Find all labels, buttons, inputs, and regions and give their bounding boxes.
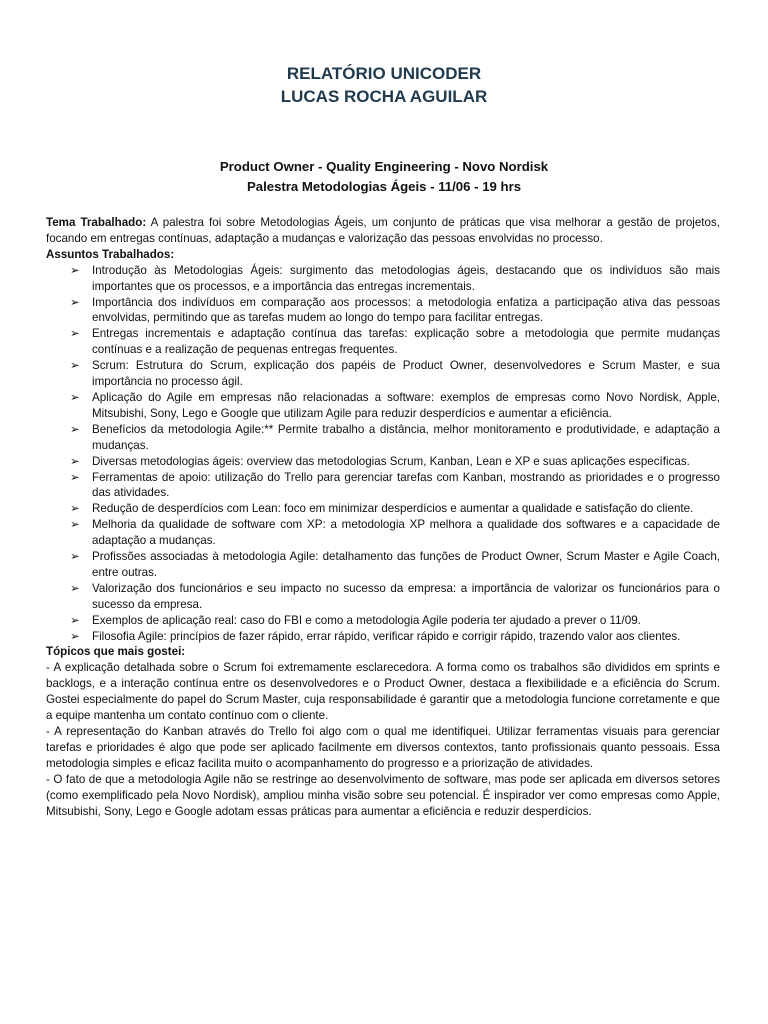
arrow-bullet-icon: ➢ (70, 295, 80, 309)
list-item (46, 295, 720, 327)
list-item-text: Diversas metodologias ágeis: overview das metodologias Scrum, Kanban, Lean e XP e suas aplicações específicas. (92, 454, 690, 468)
list-item (46, 501, 720, 517)
arrow-bullet-icon: ➢ (70, 470, 80, 484)
list-item-text: Scrum: Estrutura do Scrum, explicação dos papéis de Product Owner, desenvolvedores e Scrum Master, e sua importância no processo ágil. (92, 359, 720, 389)
favorites-paragraph-scrum: - A explicação detalhada sobre o Scrum foi extremamente esclarecedora. A forma como os trabalhos são divididos em sprints e backlogs, e a interação contínua entre os desenvolvedores e o Product Owner, destaca a flexibilidade e a eficiência do Scrum. Gostei especialmente do papel do Scrum Master, cuja responsabilidade é garantir que a metodologia funcione corretamente e que a equipe mantenha um contato contínuo com o cliente. (46, 661, 720, 723)
report-title-line-1: RELATÓRIO UNICODER (286, 64, 482, 83)
list-item (46, 454, 720, 470)
list-item (46, 263, 720, 295)
arrow-bullet-icon: ➢ (70, 327, 80, 341)
list-item (46, 326, 720, 358)
list-item-text: Filosofia Agile: princípios de fazer rápido, errar rápido, verificar rápido e corrigir rápido, trazendo valor aos clientes. (92, 629, 681, 643)
arrow-bullet-icon: ➢ (70, 550, 80, 564)
report-body (46, 215, 720, 819)
list-item (46, 358, 720, 390)
subjects-label: Assuntos Trabalhados: (46, 247, 175, 261)
list-item (46, 470, 720, 502)
arrow-bullet-icon: ➢ (70, 581, 80, 595)
list-item-text: Benefícios da metodologia Agile:** Permite trabalho a distância, melhor monitoramento e produtividade, e adaptação a mudanças. (92, 422, 720, 452)
list-item (46, 390, 720, 422)
list-item-text: Redução de desperdícios com Lean: foco em minimizar desperdícios e aumentar a qualidade e satisfação do cliente. (92, 502, 694, 516)
list-item (46, 613, 720, 629)
arrow-bullet-icon: ➢ (70, 263, 80, 277)
list-item-text: Entregas incrementais e adaptação contínua das tarefas: explicação sobre a metodologia que permite mudanças contínuas e a realização de pequenas entregas frequentes. (92, 327, 720, 357)
arrow-bullet-icon: ➢ (70, 502, 80, 516)
report-subtitle (0, 157, 768, 197)
list-item-text: Aplicação do Agile em empresas não relacionadas a software: exemplos de empresas como Novo Nordisk, Apple, Mitsubishi, Sony, Lego e Google que utilizam Agile para reduzir desperdícios e aumentar a eficiência. (92, 390, 720, 420)
favorites-paragraph-agile-sectors: - O fato de que a metodologia Agile não se restringe ao desenvolvimento de software, mas pode ser aplicada em diversos setores (como exemplificado pela Novo Nordisk), ampliou minha visão sobre seu potencial. É inspirador ver como empresas como Apple, Mitsubishi, Sony, Lego e Google adotam essas práticas para aumentar a eficiência e reduzir desperdícios. (46, 772, 720, 818)
arrow-bullet-icon: ➢ (70, 613, 80, 627)
subtitle-event-line: Palestra Metodologias Ágeis - 11/06 - 19 hrs (246, 179, 522, 194)
theme-paragraph (46, 215, 720, 247)
list-item-text: Ferramentas de apoio: utilização do Trello para gerenciar tarefas com Kanban, mostrando as prioridades e o progresso das atividades. (92, 470, 720, 500)
subjects-list (46, 263, 720, 645)
subtitle-role-line: Product Owner - Quality Engineering - Novo Nordisk (219, 159, 549, 174)
favorites-label: Tópicos que mais gostei: (46, 645, 186, 659)
arrow-bullet-icon: ➢ (70, 359, 80, 373)
list-item-text: Melhoria da qualidade de software com XP: a metodologia XP melhora a qualidade dos softwares e a capacidade de adaptação a mudanças. (92, 518, 720, 548)
arrow-bullet-icon: ➢ (70, 454, 80, 468)
list-item-text: Valorização dos funcionários e seu impacto no sucesso da empresa: a importância de valorizar os funcionários para o sucesso da empresa. (92, 581, 720, 611)
list-item-text: Introdução às Metodologias Ágeis: surgimento das metodologias ágeis, destacando que os indivíduos são mais importantes que os processos, e a importância das entregas incrementais. (92, 263, 720, 293)
report-author-line: LUCAS ROCHA AGUILAR (280, 87, 488, 106)
arrow-bullet-icon: ➢ (70, 629, 80, 643)
favorites-paragraph-kanban: - A representação do Kanban através do Trello foi algo com o qual me identifiquei. Utilizar ferramentas visuais para gerenciar tarefas e prioridades é algo que pode ser aplicado facilmente em diversos contextos, tanto profissionais quanto pessoais. Essa metodologia simples e eficaz facilita muito o acompanhamento do progresso e a priorização de atividades. (46, 725, 720, 770)
list-item-text: Profissões associadas à metodologia Agile: detalhamento das funções de Product Owner, Scrum Master e Agile Coach, entre outras. (92, 550, 720, 579)
list-item (46, 422, 720, 454)
arrow-bullet-icon: ➢ (70, 422, 80, 436)
list-item-text: Exemplos de aplicação real: caso do FBI e como a metodologia Agile poderia ter ajudado a prever o 11/09. (92, 613, 641, 627)
list-item (46, 549, 720, 581)
arrow-bullet-icon: ➢ (70, 390, 80, 404)
theme-text: A palestra foi sobre Metodologias Ágeis, um conjunto de práticas que visa melhorar a gestão de projetos, focando em entregas contínuas, adaptação a mudanças e valorização das pessoas envolvidas no processo. (46, 216, 720, 245)
arrow-bullet-icon: ➢ (70, 518, 80, 532)
list-item (46, 581, 720, 613)
report-title (0, 62, 768, 108)
theme-label: Tema Trabalhado: (46, 216, 147, 229)
list-item-text: Importância dos indivíduos em comparação aos processos: a metodologia enfatiza a participação ativa das pessoas envolvidas, permitindo que as tarefas mudem ao longo do tempo para facilitar entregas. (92, 295, 720, 325)
list-item (46, 629, 720, 645)
list-item (46, 517, 720, 549)
